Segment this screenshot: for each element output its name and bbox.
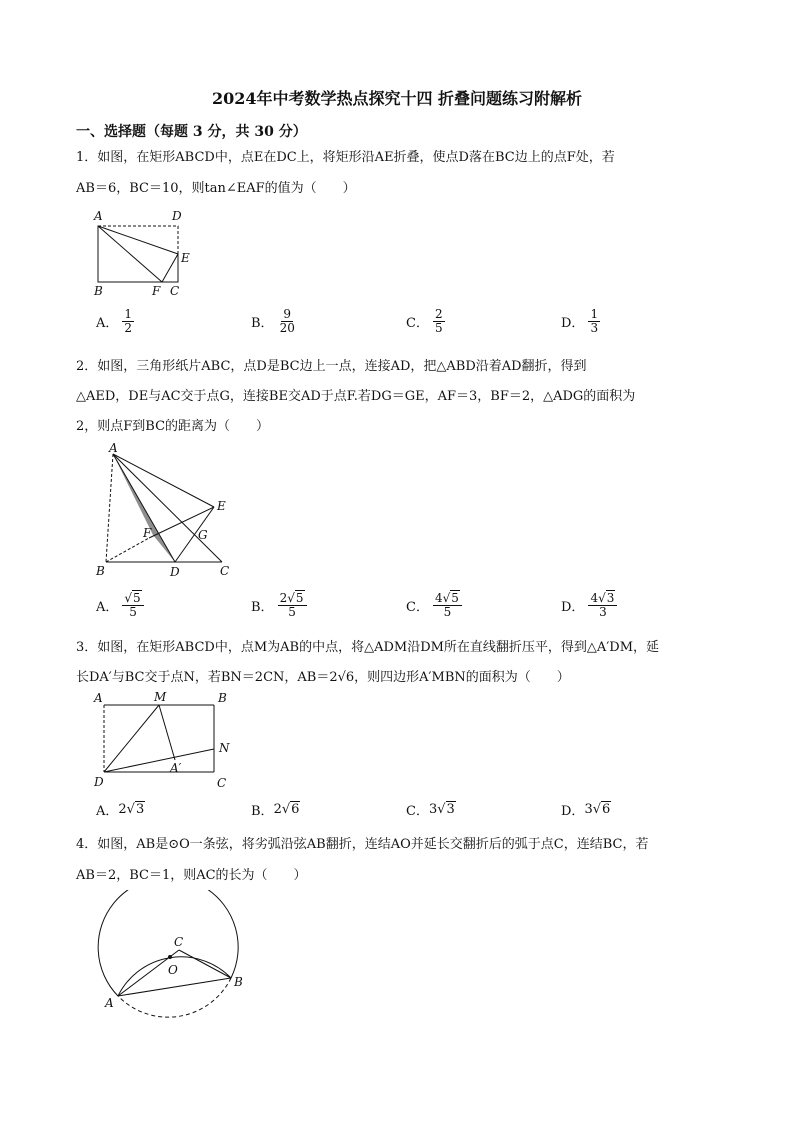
- q4-center-O: [168, 955, 172, 959]
- q2-label-F: F: [143, 526, 152, 540]
- q1-text-line2: AB＝6，BC＝10，则tan∠EAF的值为（ ）: [76, 181, 356, 196]
- q2-label-C: C: [220, 564, 230, 578]
- q2-dashed-AB: [106, 454, 113, 562]
- q2-option-a[interactable]: A． $\frac{√5}{5}$: [96, 592, 251, 619]
- q1-line-AF: [98, 226, 162, 282]
- q2-text-line2: △AED，DE与AC交于点G，连接BE交AD于点F.若DG＝GE，AF＝3，BF＝2，△ADG的面积为: [76, 389, 636, 404]
- q1-line-FE: [162, 254, 178, 282]
- q2-figure: [88, 440, 248, 582]
- q3-label-A-prime: A′: [170, 761, 182, 775]
- q3-label-B: B: [218, 691, 227, 705]
- q3-label-M: M: [154, 690, 167, 704]
- q4-line-BC: [179, 950, 231, 978]
- q3-label-A: A: [94, 691, 103, 705]
- q2-option-d[interactable]: D． $\frac{4√3}{3}$: [561, 592, 716, 619]
- q3-label-D: D: [94, 775, 104, 789]
- q4-label-A: A: [105, 996, 114, 1010]
- q1-line-AE: [98, 226, 178, 254]
- q4-text-line2: AB＝2，BC＝1，则AC的长为（ ）: [76, 868, 307, 883]
- q2-option-b[interactable]: B． $\frac{2√5}{5}$: [251, 592, 406, 619]
- q2-dashed-BF: [106, 538, 149, 562]
- q1-text-line1: 1．如图，在矩形ABCD中，点E在DC上，将矩形沿AE折叠，使点D落在BC边上的点F处，若: [76, 150, 615, 165]
- q4-label-C: C: [174, 935, 184, 949]
- q4-label-B: B: [234, 975, 243, 989]
- q2-line-ED: [175, 507, 214, 562]
- q3-text-line1: 3．如图，在矩形ABCD中，点M为AB的中点，将△ADM沿DM所在直线翻折压平，得到△A′DM，延: [76, 640, 660, 655]
- q4-label-O: O: [168, 963, 178, 977]
- q4-minor-arc-dashed: [118, 978, 231, 1017]
- q1-option-a[interactable]: A． $\frac{1}{2}$: [96, 307, 133, 335]
- q1-label-F: F: [152, 284, 161, 298]
- q2-label-G: G: [198, 528, 208, 542]
- q2-label-E: E: [217, 499, 226, 513]
- q2-text-line3: 2，则点F到BC的距离为（ ）: [76, 419, 270, 434]
- q3-option-a[interactable]: A． 2√3: [96, 802, 145, 819]
- q3-option-c[interactable]: C． 3√3: [406, 802, 455, 819]
- q3-figure: [88, 688, 248, 796]
- q1-figure: [86, 206, 206, 302]
- q3-label-N: N: [219, 741, 230, 755]
- q2-options: [96, 592, 716, 619]
- q2-text-line1: 2．如图，三角形纸片ABC，点D是BC边上一点，连接AD，把△ABD沿着AD翻折，得到: [76, 359, 587, 374]
- q2-label-A: A: [109, 441, 118, 455]
- q4-chord-AB: [118, 978, 231, 996]
- q3-label-C: C: [217, 776, 227, 790]
- page-title: 2024年中考数学热点探究十四 折叠问题练习附解析: [211, 89, 583, 108]
- q2-label-D: D: [170, 565, 180, 579]
- q3-options: [96, 800, 716, 819]
- section-heading: 一、选择题（每题 3 分，共 30 分）: [76, 124, 307, 140]
- q1-label-C: C: [170, 284, 180, 298]
- q1-option-b[interactable]: B． $\frac{9}{20}$: [251, 307, 295, 335]
- q4-figure: [92, 890, 262, 1040]
- q3-option-b[interactable]: B． 2√6: [251, 802, 300, 819]
- q2-line-AC: [113, 454, 222, 562]
- q2-label-B: B: [96, 564, 105, 578]
- q1-label-E: E: [181, 251, 190, 265]
- q1-option-c[interactable]: C． $\frac{2}{5}$: [406, 307, 443, 335]
- q3-option-d[interactable]: D． 3√6: [561, 802, 611, 819]
- q1-label-B: B: [94, 284, 103, 298]
- q3-line-MA2: [159, 705, 175, 760]
- q3-text-line2: 长DA′与BC交于点N，若BN＝2CN，AB＝2√6，则四边形A′MBN的面积为（ ）: [76, 670, 570, 685]
- q1-options: [96, 308, 716, 335]
- q1-rect-lower: [98, 226, 178, 282]
- q4-text-line1: 4．如图，AB是⊙O一条弦，将劣弧沿弦AB翻折，连结AO并延长交翻折后的弧于点C，连结BC，若: [76, 837, 649, 852]
- q1-label-A: A: [94, 209, 103, 223]
- q1-option-d[interactable]: D． $\frac{1}{3}$: [561, 307, 599, 335]
- q2-option-c[interactable]: C． $\frac{4√5}{5}$: [406, 592, 561, 619]
- q1-label-D: D: [172, 209, 182, 223]
